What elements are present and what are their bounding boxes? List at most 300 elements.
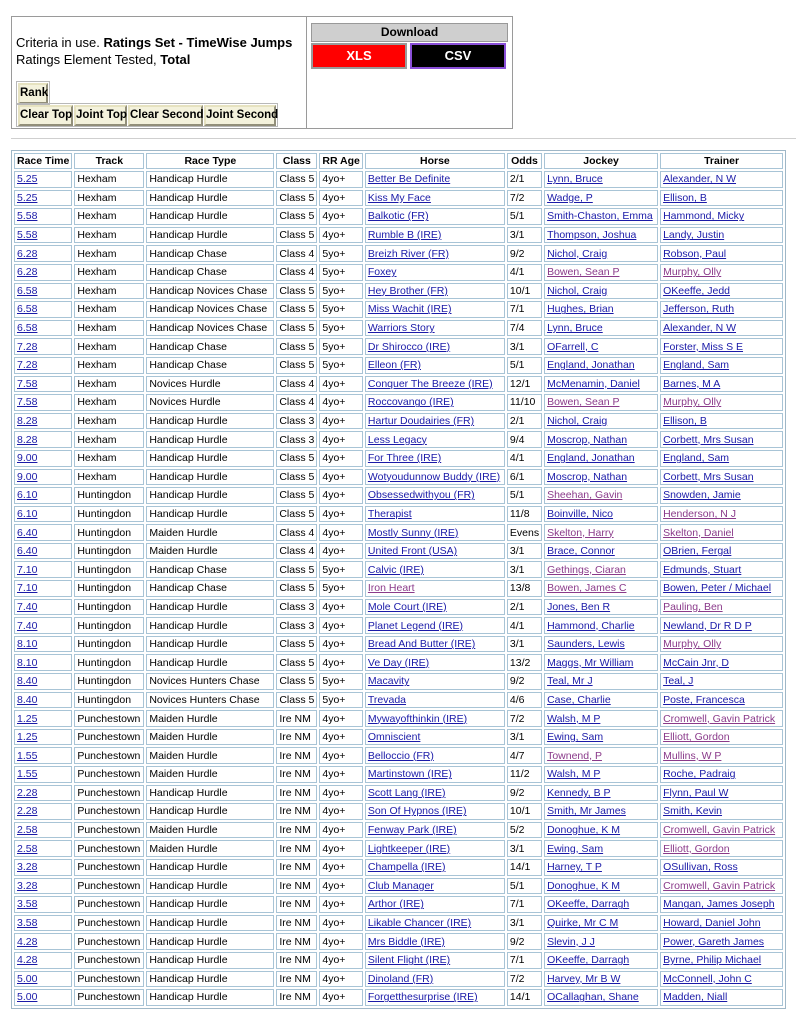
jockey-cell <box>544 524 658 541</box>
jockey-cell <box>544 506 658 523</box>
class-cell: Ire NM <box>276 971 317 988</box>
trainer-link[interactable]: Snowden, Jamie <box>663 489 741 502</box>
trainer-link[interactable]: Byrne, Philip Michael <box>663 954 762 967</box>
jockey-link[interactable]: England, Jonathan <box>547 359 635 372</box>
race-time-link[interactable]: 5.25 <box>17 191 38 204</box>
class-cell: Ire NM <box>276 729 317 746</box>
horse-link[interactable]: Conquer The Breeze (IRE) <box>367 377 493 390</box>
jockey-cell <box>544 803 658 820</box>
odds-cell: 9/2 <box>507 673 542 690</box>
trainer-link[interactable]: Roche, Padraig <box>663 768 736 781</box>
class-cell: Ire NM <box>276 859 317 876</box>
trainer-link[interactable]: Landy, Justin <box>663 229 725 242</box>
jockey-link[interactable]: Bowen, Sean P <box>547 266 620 279</box>
horse-cell <box>365 692 505 709</box>
trainer-link[interactable]: Murphy, Olly <box>663 266 722 279</box>
header-rr-age[interactable]: RR Age <box>319 153 363 169</box>
rr-age-cell: 5yo+ <box>319 320 363 337</box>
jockey-link[interactable]: Saunders, Lewis <box>547 638 625 651</box>
jockey-link[interactable]: Hughes, Brian <box>547 303 614 316</box>
horse-link[interactable]: Fenway Park (IRE) <box>367 824 457 837</box>
trainer-link[interactable]: Newland, Dr R D P <box>663 619 752 632</box>
horse-link[interactable]: Iron Heart <box>367 582 415 595</box>
trainer-link[interactable]: Robson, Paul <box>663 247 727 260</box>
trainer-link[interactable]: Teal, J <box>663 675 694 688</box>
criteria-panel <box>11 16 513 129</box>
horse-link[interactable]: For Three (IRE) <box>367 452 442 465</box>
race-time-link[interactable]: 2.58 <box>17 842 38 855</box>
horse-link[interactable]: Calvic (IRE) <box>367 563 424 576</box>
race-time-link[interactable]: 8.10 <box>17 656 38 669</box>
race-time-link[interactable]: 6.58 <box>17 284 38 297</box>
trainer-link[interactable]: Mangan, James Joseph <box>663 898 775 911</box>
jockey-cell <box>544 636 658 653</box>
race-time-link[interactable]: 7.58 <box>17 396 38 409</box>
horse-cell <box>365 245 505 262</box>
track-cell: Hexham <box>74 431 144 448</box>
race-time-cell <box>14 636 72 653</box>
header-trainer[interactable]: Trainer <box>660 153 783 169</box>
jockey-link[interactable]: Jones, Ben R <box>547 600 611 613</box>
horse-link[interactable]: Silent Flight (IRE) <box>367 954 451 967</box>
odds-cell: 3/1 <box>507 729 542 746</box>
class-cell: Class 5 <box>276 190 317 207</box>
race-time-cell <box>14 989 72 1006</box>
jockey-link[interactable]: Maggs, Mr William <box>547 656 634 669</box>
header-class[interactable]: Class <box>276 153 317 169</box>
table-row <box>14 915 783 932</box>
horse-link[interactable]: Son Of Hypnos (IRE) <box>367 805 467 818</box>
jockey-link[interactable]: Ewing, Sam <box>547 842 604 855</box>
race-time-link[interactable]: 4.28 <box>17 935 38 948</box>
trainer-cell <box>660 283 783 300</box>
jockey-link[interactable]: Harvey, Mr B W <box>547 972 621 985</box>
rr-age-cell: 4yo+ <box>319 431 363 448</box>
trainer-link[interactable]: OKeeffe, Jedd <box>663 284 731 297</box>
horse-link[interactable]: Dr Shirocco (IRE) <box>367 340 451 353</box>
race-time-link[interactable]: 1.55 <box>17 768 38 781</box>
odds-cell: 2/1 <box>507 413 542 430</box>
trainer-link[interactable]: Murphy, Olly <box>663 638 722 651</box>
horse-link[interactable]: Therapist <box>367 507 412 520</box>
race-time-link[interactable]: 1.25 <box>17 712 38 725</box>
trainer-link[interactable]: Mullins, W P <box>663 749 722 762</box>
rr-age-cell: 5yo+ <box>319 673 363 690</box>
class-cell: Ire NM <box>276 785 317 802</box>
trainer-link[interactable]: Ellison, B <box>663 415 707 428</box>
horse-link[interactable]: Mole Court (IRE) <box>367 600 447 613</box>
race-time-link[interactable]: 9.00 <box>17 470 38 483</box>
horse-link[interactable]: Better Be Definite <box>367 173 451 186</box>
race-time-link[interactable]: 3.28 <box>17 861 38 874</box>
trainer-cell <box>660 561 783 578</box>
horse-link[interactable]: Champella (IRE) <box>367 861 446 874</box>
jockey-link[interactable]: OKeeffe, Darragh <box>547 898 630 911</box>
trainer-link[interactable]: Elliott, Gordon <box>663 731 730 744</box>
race-time-link[interactable]: 3.58 <box>17 917 38 930</box>
horse-link[interactable]: United Front (USA) <box>367 545 458 558</box>
trainer-link[interactable]: Hammond, Micky <box>663 210 745 223</box>
horse-link[interactable]: Martinstown (IRE) <box>367 768 452 781</box>
race-time-link[interactable]: 7.10 <box>17 582 38 595</box>
horse-link[interactable]: Obsessedwithyou (FR) <box>367 489 475 502</box>
race-time-link[interactable]: 6.58 <box>17 303 38 316</box>
jockey-link[interactable]: Walsh, M P <box>547 768 601 781</box>
header-track[interactable]: Track <box>74 153 144 169</box>
rr-age-cell: 5yo+ <box>319 264 363 281</box>
jockey-link[interactable]: Lynn, Bruce <box>547 322 603 335</box>
trainer-link[interactable]: Pauling, Ben <box>663 600 723 613</box>
trainer-cell <box>660 264 783 281</box>
joint-second-button[interactable]: Joint Second <box>204 105 276 126</box>
jockey-link[interactable]: Nichol, Craig <box>547 247 608 260</box>
jockey-link[interactable]: OKeeffe, Darragh <box>547 954 630 967</box>
trainer-link[interactable]: Poste, Francesca <box>663 693 745 706</box>
trainer-link[interactable]: McCain Jnr, D <box>663 656 730 669</box>
horse-link[interactable]: Arthor (IRE) <box>367 898 424 911</box>
races-table <box>11 150 786 1009</box>
horse-link[interactable]: Less Legacy <box>367 433 427 446</box>
race-time-cell <box>14 320 72 337</box>
jockey-link[interactable]: Smith, Mr James <box>547 805 626 818</box>
rr-age-cell: 4yo+ <box>319 952 363 969</box>
trainer-link[interactable]: Forster, Miss S E <box>663 340 744 353</box>
class-cell: Class 5 <box>276 506 317 523</box>
race-time-link[interactable]: 6.10 <box>17 489 38 502</box>
odds-cell: 3/1 <box>507 338 542 355</box>
trainer-link[interactable]: Barnes, M A <box>663 377 721 390</box>
track-cell: Huntingdon <box>74 673 144 690</box>
horse-cell <box>365 413 505 430</box>
horse-link[interactable]: Hey Brother (FR) <box>367 284 448 297</box>
trainer-link[interactable]: Power, Gareth James <box>663 935 765 948</box>
jockey-link[interactable]: Bowen, James C <box>547 582 627 595</box>
jockey-link[interactable]: Donoghue, K M <box>547 879 621 892</box>
trainer-link[interactable]: Bowen, Peter / Michael <box>663 582 772 595</box>
trainer-link[interactable]: Alexander, N W <box>663 173 737 186</box>
clear-top-button[interactable]: Clear Top <box>18 105 73 126</box>
trainer-cell <box>660 766 783 783</box>
track-cell: Punchestown <box>74 803 144 820</box>
race-time-link[interactable]: 4.28 <box>17 954 38 967</box>
trainer-link[interactable]: OSullivan, Ross <box>663 861 738 874</box>
race-time-link[interactable]: 6.40 <box>17 545 38 558</box>
trainer-link[interactable]: Madden, Niall <box>663 991 728 1004</box>
horse-cell <box>365 487 505 504</box>
rr-age-cell: 4yo+ <box>319 915 363 932</box>
horse-link[interactable]: Wotyoudunnow Buddy (IRE) <box>367 470 501 483</box>
horse-link[interactable]: Balkotic (FR) <box>367 210 429 223</box>
rr-age-cell: 5yo+ <box>319 283 363 300</box>
race-time-link[interactable]: 8.40 <box>17 675 38 688</box>
jockey-link[interactable]: Townend, P <box>547 749 602 762</box>
odds-cell: Evens <box>507 524 542 541</box>
jockey-cell <box>544 264 658 281</box>
class-cell: Ire NM <box>276 952 317 969</box>
jockey-link[interactable]: Moscrop, Nathan <box>547 470 628 483</box>
jockey-link[interactable]: McMenamin, Daniel <box>547 377 640 390</box>
jockey-cell <box>544 208 658 225</box>
horse-link[interactable]: Bread And Butter (IRE) <box>367 638 476 651</box>
trainer-link[interactable]: Elliott, Gordon <box>663 842 730 855</box>
race-time-link[interactable]: 8.10 <box>17 638 38 651</box>
trainer-link[interactable]: Cromwell, Gavin Patrick <box>663 879 776 892</box>
trainer-cell <box>660 803 783 820</box>
horse-link[interactable]: Trevada <box>367 693 407 706</box>
header-race-time[interactable]: Race Time <box>14 153 72 169</box>
class-cell: Class 5 <box>276 561 317 578</box>
jockey-link[interactable]: Slevin, J J <box>547 935 595 948</box>
jockey-link[interactable]: Smith-Chaston, Emma <box>547 210 653 223</box>
class-cell: Class 4 <box>276 245 317 262</box>
race-type-cell: Maiden Hurdle <box>146 543 274 560</box>
horse-link[interactable]: Forgetthesurprise (IRE) <box>367 991 478 1004</box>
track-cell: Hexham <box>74 245 144 262</box>
race-time-cell <box>14 599 72 616</box>
race-time-link[interactable]: 5.58 <box>17 229 38 242</box>
jockey-link[interactable]: Brace, Connor <box>547 545 615 558</box>
jockey-link[interactable]: Wadge, P <box>547 191 593 204</box>
race-type-cell: Maiden Hurdle <box>146 524 274 541</box>
rr-age-cell: 5yo+ <box>319 692 363 709</box>
jockey-link[interactable]: England, Jonathan <box>547 452 635 465</box>
horse-link[interactable]: Dinoland (FR) <box>367 972 434 985</box>
race-time-link[interactable]: 2.28 <box>17 786 38 799</box>
trainer-link[interactable]: Howard, Daniel John <box>663 917 761 930</box>
trainer-link[interactable]: OBrien, Fergal <box>663 545 732 558</box>
rr-age-cell: 5yo+ <box>319 301 363 318</box>
race-time-link[interactable]: 1.25 <box>17 731 38 744</box>
trainer-cell <box>660 636 783 653</box>
trainer-link[interactable]: Cromwell, Gavin Patrick <box>663 712 776 725</box>
race-time-cell <box>14 933 72 950</box>
jockey-cell <box>544 915 658 932</box>
trainer-link[interactable]: Jefferson, Ruth <box>663 303 735 316</box>
trainer-cell <box>660 376 783 393</box>
horse-link[interactable]: Miss Wachit (IRE) <box>367 303 452 316</box>
jockey-link[interactable]: Sheehan, Gavin <box>547 489 623 502</box>
race-time-link[interactable]: 6.40 <box>17 526 38 539</box>
clear-second-button[interactable]: Clear Second <box>128 105 203 126</box>
odds-cell: 5/1 <box>507 357 542 374</box>
jockey-link[interactable]: Lynn, Bruce <box>547 173 603 186</box>
table-row <box>14 766 783 783</box>
trainer-link[interactable]: Cromwell, Gavin Patrick <box>663 824 776 837</box>
class-cell: Class 5 <box>276 654 317 671</box>
class-cell: Class 4 <box>276 264 317 281</box>
rank-button-wrap <box>16 81 50 105</box>
rr-age-cell: 4yo+ <box>319 617 363 634</box>
trainer-link[interactable]: Corbett, Mrs Susan <box>663 433 754 446</box>
csv-download-button[interactable]: CSV <box>410 43 506 69</box>
race-time-link[interactable]: 7.58 <box>17 377 38 390</box>
race-time-link[interactable]: 6.58 <box>17 322 38 335</box>
race-time-cell <box>14 766 72 783</box>
race-time-link[interactable]: 7.28 <box>17 340 38 353</box>
race-time-link[interactable]: 5.00 <box>17 972 38 985</box>
race-time-cell <box>14 878 72 895</box>
race-type-cell: Novices Hurdle <box>146 394 274 411</box>
trainer-link[interactable]: Smith, Kevin <box>663 805 723 818</box>
horse-link[interactable]: Ve Day (IRE) <box>367 656 430 669</box>
jockey-link[interactable]: Ewing, Sam <box>547 731 604 744</box>
race-time-cell <box>14 747 72 764</box>
race-type-cell: Handicap Hurdle <box>146 971 274 988</box>
header-jockey[interactable]: Jockey <box>544 153 658 169</box>
race-time-cell <box>14 803 72 820</box>
horse-link[interactable]: Scott Lang (IRE) <box>367 786 446 799</box>
race-time-link[interactable]: 6.10 <box>17 507 38 520</box>
horse-link[interactable]: Mostly Sunny (IRE) <box>367 526 459 539</box>
race-time-cell <box>14 338 72 355</box>
race-time-link[interactable]: 6.28 <box>17 266 38 279</box>
horse-cell <box>365 580 505 597</box>
race-time-link[interactable]: 5.58 <box>17 210 38 223</box>
trainer-link[interactable]: Edmunds, Stuart <box>663 563 742 576</box>
trainer-cell <box>660 524 783 541</box>
trainer-link[interactable]: Corbett, Mrs Susan <box>663 470 754 483</box>
table-row <box>14 803 783 820</box>
horse-link[interactable]: Omniscient <box>367 731 421 744</box>
race-time-link[interactable]: 9.00 <box>17 452 38 465</box>
trainer-link[interactable]: Murphy, Olly <box>663 396 722 409</box>
header-horse[interactable]: Horse <box>365 153 505 169</box>
race-time-link[interactable]: 2.28 <box>17 805 38 818</box>
jockey-link[interactable]: Boinville, Nico <box>547 507 614 520</box>
trainer-link[interactable]: McConnell, John C <box>663 972 752 985</box>
horse-link[interactable]: Mrs Biddle (IRE) <box>367 935 445 948</box>
race-type-cell: Maiden Hurdle <box>146 840 274 857</box>
odds-cell: 14/1 <box>507 989 542 1006</box>
horse-link[interactable]: Foxey <box>367 266 397 279</box>
trainer-link[interactable]: Skelton, Daniel <box>663 526 734 539</box>
header-race-type[interactable]: Race Type <box>146 153 274 169</box>
class-cell: Ire NM <box>276 822 317 839</box>
horse-link[interactable]: Roccovango (IRE) <box>367 396 454 409</box>
trainer-link[interactable]: England, Sam <box>663 452 730 465</box>
table-header-row <box>14 153 783 169</box>
track-cell: Punchestown <box>74 710 144 727</box>
header-odds[interactable]: Odds <box>507 153 542 169</box>
race-time-link[interactable]: 6.28 <box>17 247 38 260</box>
race-time-link[interactable]: 3.58 <box>17 898 38 911</box>
horse-link[interactable]: Rumble B (IRE) <box>367 229 442 242</box>
class-cell: Class 3 <box>276 431 317 448</box>
horse-link[interactable]: Elleon (FR) <box>367 359 421 372</box>
race-time-link[interactable]: 5.25 <box>17 173 38 186</box>
filter-buttons-wrap <box>16 103 278 127</box>
race-type-cell: Handicap Chase <box>146 245 274 262</box>
horse-link[interactable]: Planet Legend (IRE) <box>367 619 464 632</box>
jockey-link[interactable]: Harney, T P <box>547 861 602 874</box>
jockey-link[interactable]: Kennedy, B P <box>547 786 611 799</box>
jockey-link[interactable]: Donoghue, K M <box>547 824 621 837</box>
rank-button[interactable]: Rank <box>18 83 48 104</box>
horse-link[interactable]: Hartur Doudairies (FR) <box>367 415 475 428</box>
jockey-link[interactable]: Case, Charlie <box>547 693 611 706</box>
race-time-link[interactable]: 5.00 <box>17 991 38 1004</box>
trainer-link[interactable]: Henderson, N J <box>663 507 737 520</box>
race-time-cell <box>14 487 72 504</box>
criteria-line1-prefix: Criteria in use. <box>16 35 100 50</box>
race-time-link[interactable]: 7.40 <box>17 600 38 613</box>
odds-cell: 4/6 <box>507 692 542 709</box>
jockey-cell <box>544 673 658 690</box>
jockey-link[interactable]: Walsh, M P <box>547 712 601 725</box>
jockey-cell <box>544 357 658 374</box>
jockey-link[interactable]: Gethings, Ciaran <box>547 563 626 576</box>
jockey-link[interactable]: Nichol, Craig <box>547 284 608 297</box>
horse-cell <box>365 208 505 225</box>
jockey-link[interactable]: Hammond, Charlie <box>547 619 635 632</box>
race-time-link[interactable]: 2.58 <box>17 824 38 837</box>
jockey-link[interactable]: Nichol, Craig <box>547 415 608 428</box>
race-time-link[interactable]: 1.55 <box>17 749 38 762</box>
horse-link[interactable]: Club Manager <box>367 879 434 892</box>
table-row <box>14 896 783 913</box>
race-time-link[interactable]: 7.10 <box>17 563 38 576</box>
jockey-link[interactable]: OCallaghan, Shane <box>547 991 639 1004</box>
horse-link[interactable]: Mywayofthinkin (IRE) <box>367 712 468 725</box>
jockey-link[interactable]: Moscrop, Nathan <box>547 433 628 446</box>
jockey-link[interactable]: Quirke, Mr C M <box>547 917 619 930</box>
rr-age-cell: 4yo+ <box>319 190 363 207</box>
table-row <box>14 301 783 318</box>
horse-link[interactable]: Kiss My Face <box>367 191 431 204</box>
race-time-link[interactable]: 8.28 <box>17 415 38 428</box>
jockey-cell <box>544 822 658 839</box>
track-cell: Punchestown <box>74 729 144 746</box>
horse-link[interactable]: Breizh River (FR) <box>367 247 449 260</box>
race-time-link[interactable]: 8.40 <box>17 693 38 706</box>
horse-cell <box>365 431 505 448</box>
jockey-link[interactable]: OFarrell, C <box>547 340 599 353</box>
class-cell: Class 3 <box>276 617 317 634</box>
jockey-cell <box>544 989 658 1006</box>
jockey-link[interactable]: Thompson, Joshua <box>547 229 637 242</box>
table-row <box>14 283 783 300</box>
rr-age-cell: 4yo+ <box>319 859 363 876</box>
trainer-cell <box>660 171 783 188</box>
trainer-link[interactable]: Flynn, Paul W <box>663 786 729 799</box>
track-cell: Hexham <box>74 301 144 318</box>
race-time-link[interactable]: 7.40 <box>17 619 38 632</box>
race-time-link[interactable]: 8.28 <box>17 433 38 446</box>
jockey-link[interactable]: Bowen, Sean P <box>547 396 620 409</box>
jockey-link[interactable]: Teal, Mr J <box>547 675 593 688</box>
track-cell: Hexham <box>74 394 144 411</box>
joint-top-button[interactable]: Joint Top <box>74 105 127 126</box>
horse-link[interactable]: Lightkeeper (IRE) <box>367 842 451 855</box>
horse-link[interactable]: Belloccio (FR) <box>367 749 434 762</box>
horse-link[interactable]: Likable Chancer (IRE) <box>367 917 472 930</box>
odds-cell: 2/1 <box>507 171 542 188</box>
trainer-link[interactable]: Ellison, B <box>663 191 707 204</box>
trainer-cell <box>660 190 783 207</box>
horse-link[interactable]: Warriors Story <box>367 322 435 335</box>
rr-age-cell: 4yo+ <box>319 933 363 950</box>
jockey-cell <box>544 971 658 988</box>
rr-age-cell: 4yo+ <box>319 469 363 486</box>
race-time-link[interactable]: 3.28 <box>17 879 38 892</box>
jockey-link[interactable]: Skelton, Harry <box>547 526 614 539</box>
horse-link[interactable]: Macavity <box>367 675 410 688</box>
trainer-link[interactable]: Alexander, N W <box>663 322 737 335</box>
race-time-link[interactable]: 7.28 <box>17 359 38 372</box>
trainer-link[interactable]: England, Sam <box>663 359 730 372</box>
race-time-cell <box>14 822 72 839</box>
xls-download-button[interactable]: XLS <box>311 43 407 69</box>
